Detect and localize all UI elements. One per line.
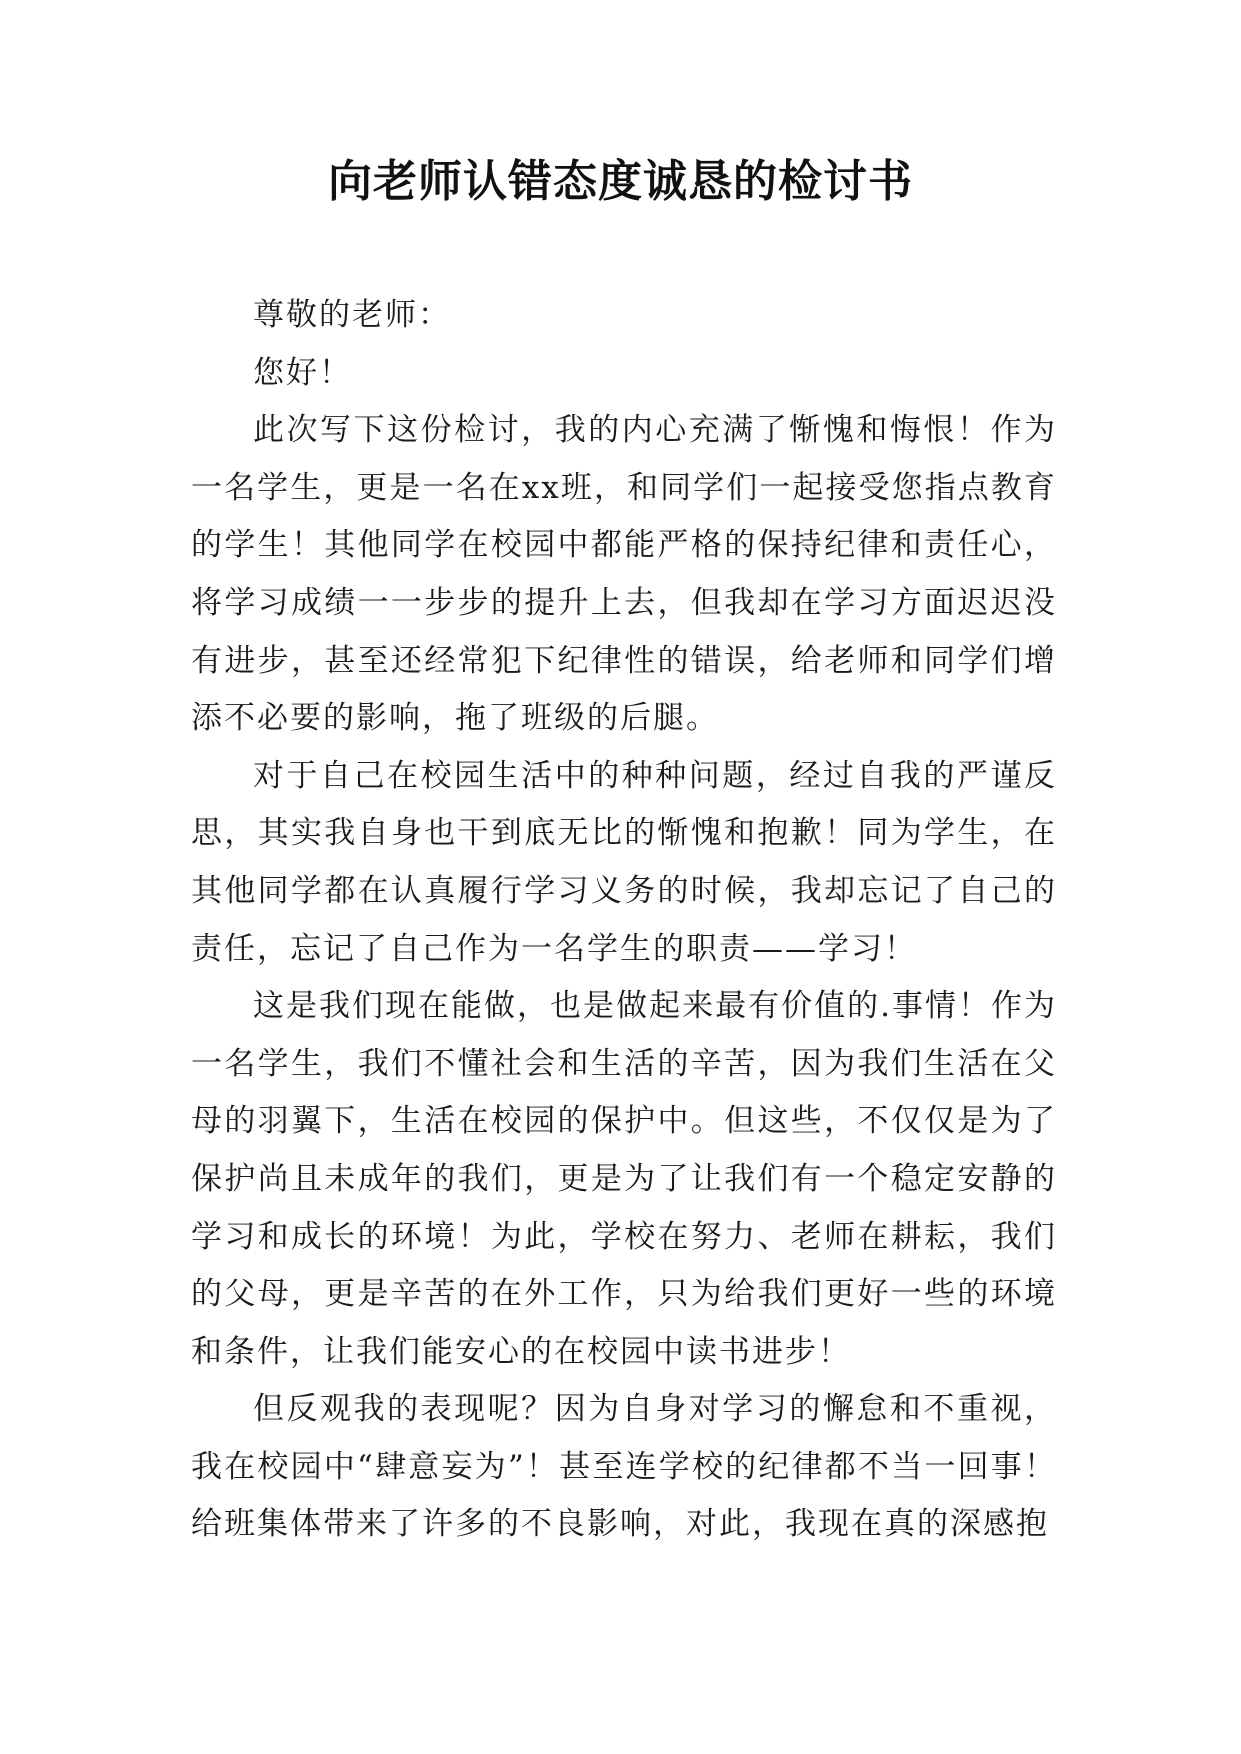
document-title: 向老师认错态度诚恳的检讨书 bbox=[328, 156, 913, 207]
body-paragraph: 但反观我的表现呢？因为自身对学习的懈怠和不重视，我在校园中“肆意妄为”！甚至连学校的纪律都不当一回事！给班集体带来了许多的不良影响，对此，我现在真的深感抱 bbox=[191, 1391, 1057, 1543]
salutation: 尊敬的老师： bbox=[253, 297, 451, 333]
document-body bbox=[191, 287, 1057, 1554]
body-paragraph: 这是我们现在能做，也是做起来最有价值的.事情！作为一名学生，我们不懂社会和生活的辛苦，因为我们生活在父母的羽翼下，生活在校园的保护中。但这些，不仅仅是为了保护尚且未成年的我们，更是为了让我们有一个稳定安静的学习和成长的环境！为此，学校在努力、老师在耕耘，我们的父母，更是辛苦的在外工作，只为给我们更好一些的环境和条件，让我们能安心的在校园中读书进步！ bbox=[191, 988, 1057, 1370]
greeting: 您好！ bbox=[253, 354, 352, 391]
body-paragraph: 此次写下这份检讨，我的内心充满了惭愧和悔恨！作为一名学生，更是一名在xx班，和同学们一起接受您指点教育的学生！其他同学在校园中都能严格的保持纪律和责任心，将学习成绩一一步步的提升上去，但我却在学习方面迟迟没有进步，甚至还经常犯下纪律性的错误，给老师和同学们增添不必要的影响，拖了班级的后腿。 bbox=[191, 412, 1057, 737]
body-paragraph: 对于自己在校园生活中的种种问题，经过自我的严谨反思，其实我自身也干到底无比的惭愧和抱歉！同为学生，在其他同学都在认真履行学习义务的时候，我却忘记了自己的责任，忘记了自己作为一名学生的职责——学习！ bbox=[191, 757, 1057, 967]
